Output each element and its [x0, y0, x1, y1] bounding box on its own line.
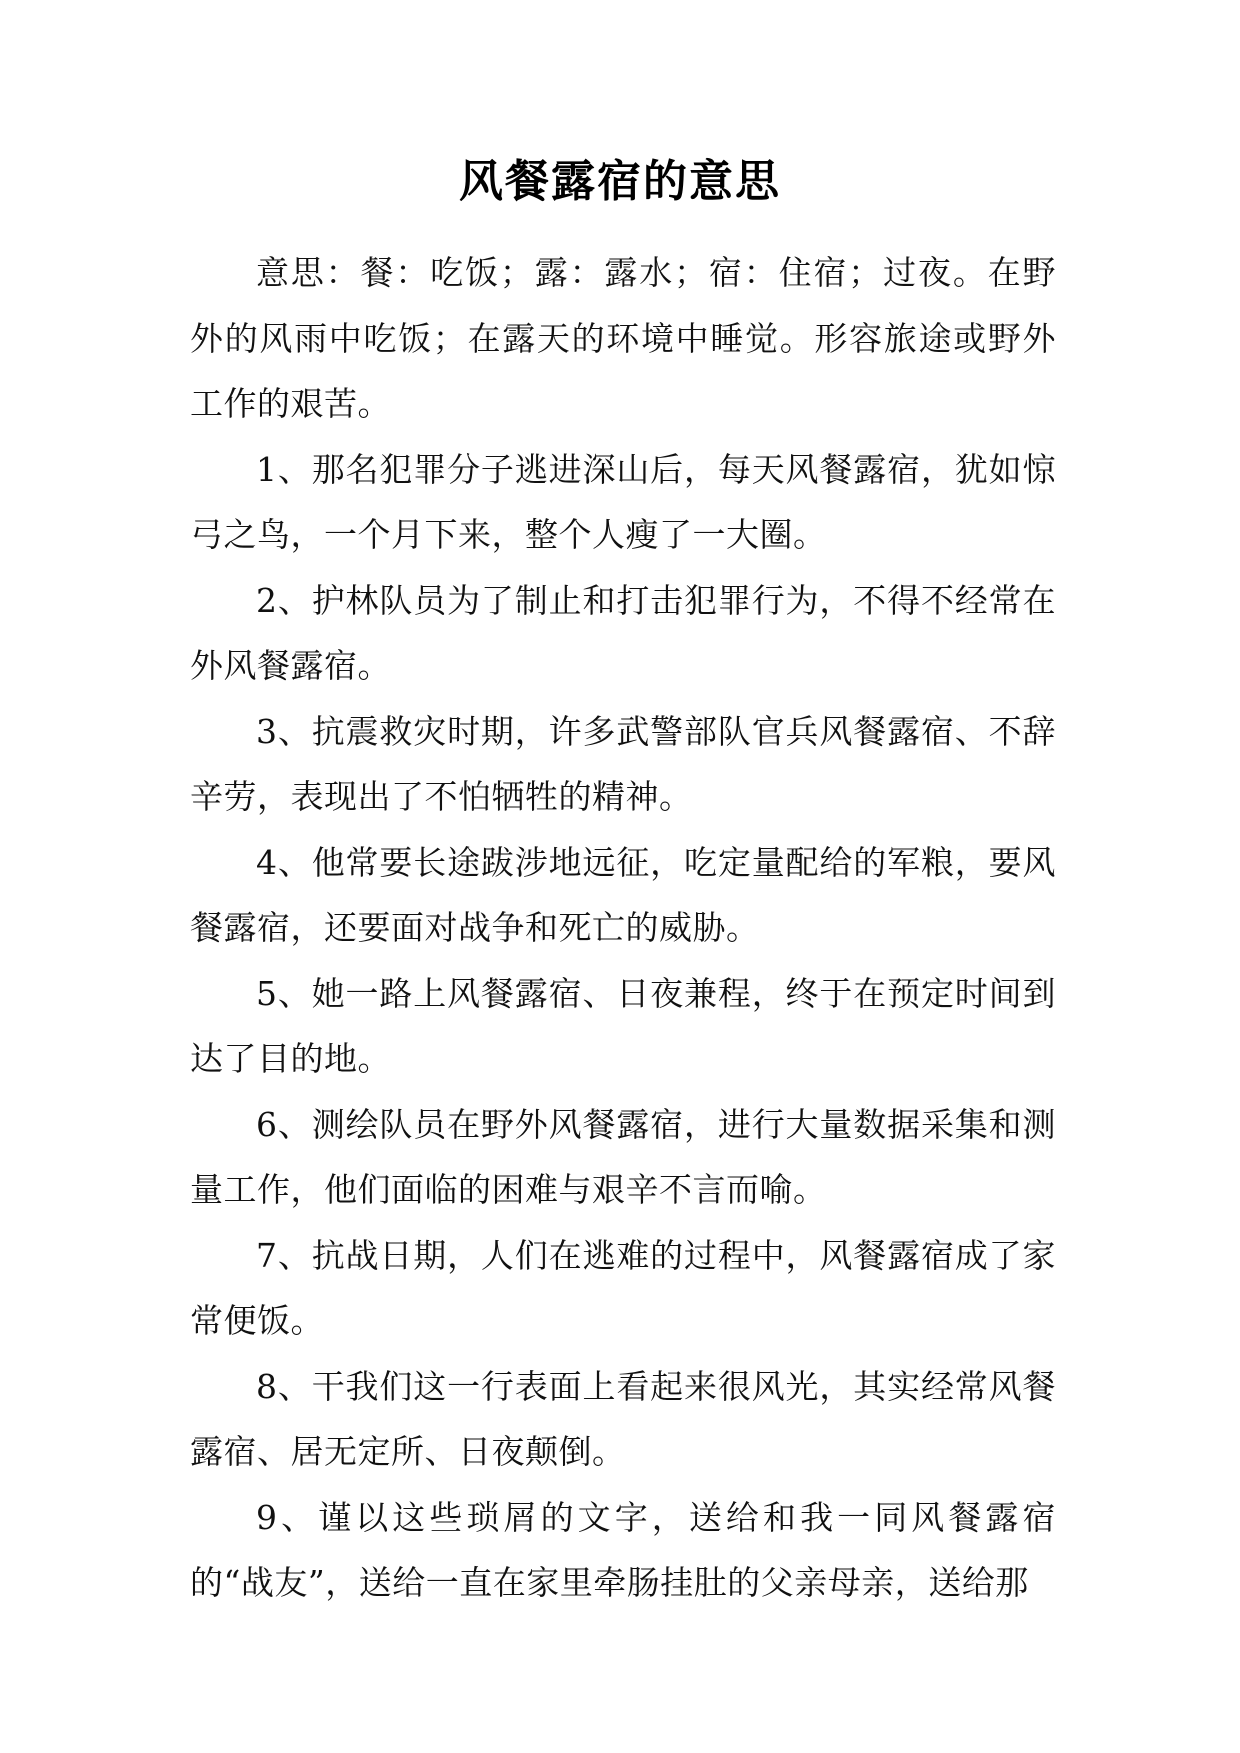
example-paragraph-8: 8、干我们这一行表面上看起来很风光，其实经常风餐露宿、居无定所、日夜颠倒。 [190, 1366, 1056, 1471]
example-paragraph-4: 4、他常要长途跋涉地远征，吃定量配给的军粮，要风餐露宿，还要面对战争和死亡的威胁。 [190, 842, 1056, 947]
definition-paragraph: 意思：餐：吃饭；露：露水；宿：住宿；过夜。在野外的风雨中吃饭；在露天的环境中睡觉。形容旅途或野外工作的艰苦。 [190, 253, 1056, 423]
example-paragraph-7: 7、抗战日期，人们在逃难的过程中，风餐露宿成了家常便饭。 [190, 1235, 1056, 1340]
example-paragraph-1: 1、那名犯罪分子逃进深山后，每天风餐露宿，犹如惊弓之鸟，一个月下来，整个人瘦了一大圈。 [190, 449, 1056, 554]
example-paragraph-5: 5、她一路上风餐露宿、日夜兼程，终于在预定时间到达了目的地。 [190, 973, 1056, 1078]
example-paragraph-2: 2、护林队员为了制止和打击犯罪行为，不得不经常在外风餐露宿。 [190, 580, 1056, 685]
example-paragraph-9: 9、谨以这些琐屑的文字，送给和我一同风餐露宿的“战友”，送给一直在家里牵肠挂肚的父亲母亲，送给那 [190, 1497, 1056, 1602]
example-paragraph-6: 6、测绘队员在野外风餐露宿，进行大量数据采集和测量工作，他们面临的困难与艰辛不言而喻。 [190, 1104, 1056, 1209]
document-body [190, 240, 1056, 1616]
example-paragraph-3: 3、抗震救灾时期，许多武警部队官兵风餐露宿、不辞辛劳，表现出了不怕牺牲的精神。 [190, 711, 1056, 816]
page-title: 风餐露宿的意思 [459, 156, 781, 207]
